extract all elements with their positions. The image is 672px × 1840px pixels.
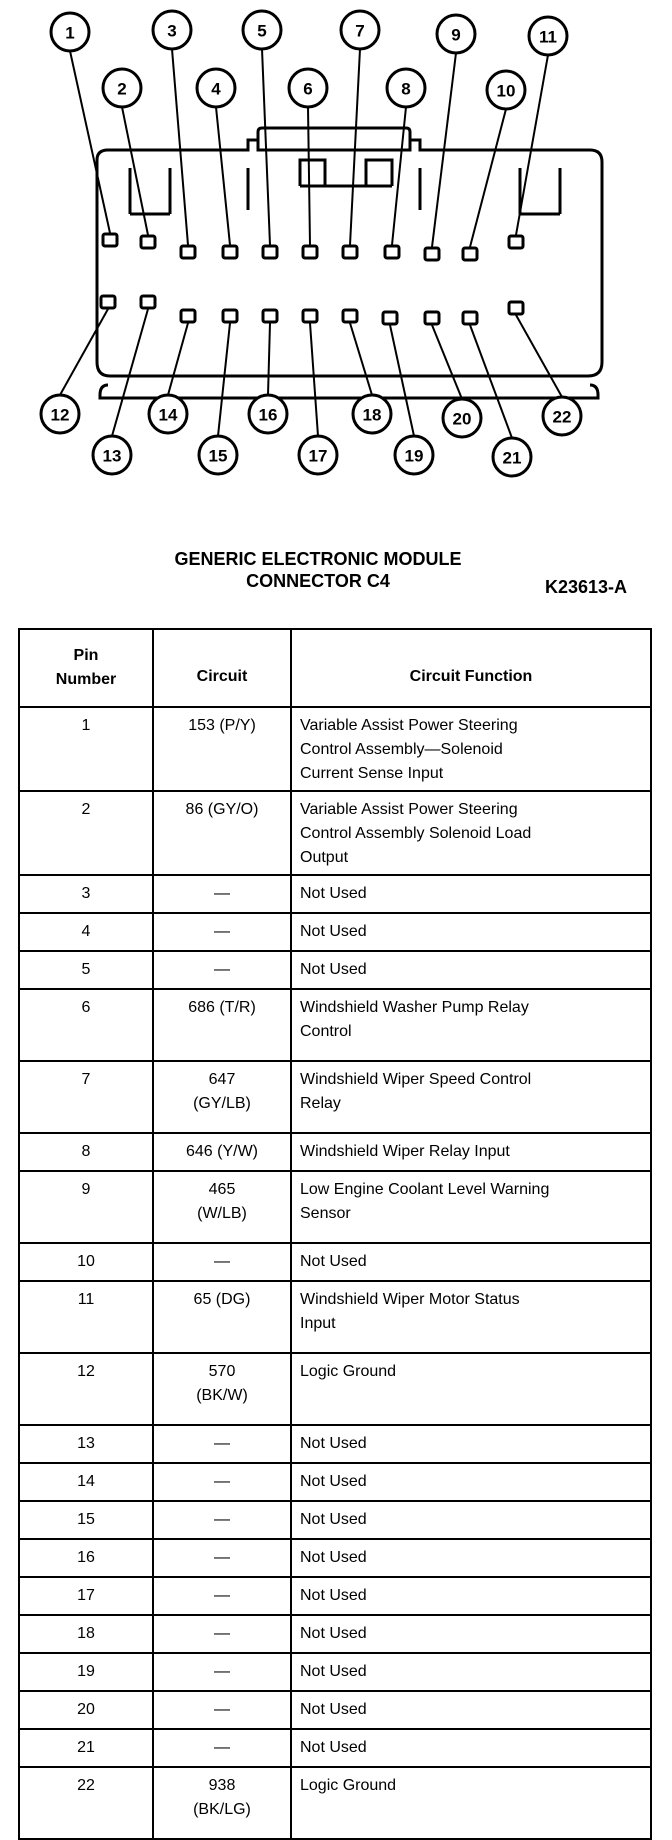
pin-table-body (19, 707, 651, 1839)
circuit-function-line: Input (300, 1315, 336, 1332)
pin-number-cell: 16 (19, 1539, 153, 1577)
leader-line-12 (60, 309, 108, 395)
callout-label: 21 (502, 448, 522, 468)
table-row (19, 707, 651, 791)
pin-callout-10 (487, 71, 525, 109)
circuit-cell (153, 1171, 291, 1243)
circuit-line: — (214, 885, 230, 902)
leader-line-10 (470, 109, 506, 247)
callout-label: 12 (50, 405, 70, 425)
pin-cavity-20 (425, 312, 439, 324)
table-row (19, 1729, 651, 1767)
leader-line-22 (516, 315, 562, 397)
pin-callout-21 (493, 438, 531, 476)
circuit-line: 646 (Y/W) (185, 1143, 258, 1160)
circuit-function-cell (291, 1463, 651, 1501)
pin-cavity-19 (383, 312, 397, 324)
pin-callout-9 (437, 15, 475, 53)
circuit-line: (BK/W) (196, 1387, 248, 1404)
circuit-function-line: Not Used (300, 923, 367, 940)
circuit-cell (153, 1463, 291, 1501)
callout-label: 19 (404, 446, 424, 466)
callout-label: 20 (452, 409, 472, 429)
circuit-cell (153, 1539, 291, 1577)
pin-callout-15 (199, 436, 237, 474)
callout-label: 9 (451, 25, 461, 45)
callout-label: 4 (211, 79, 221, 99)
circuit-line: — (214, 923, 230, 940)
pin-callout-22 (543, 397, 581, 435)
pin-callout-3 (153, 11, 191, 49)
pin-cavity-1 (103, 234, 117, 246)
circuit-cell (153, 1767, 291, 1839)
pin-callout-19 (395, 436, 433, 474)
pin-callout-5 (243, 11, 281, 49)
circuit-function-line: Logic Ground (300, 1363, 397, 1380)
header-pin-line1: Pin (73, 647, 99, 664)
circuit-cell (153, 1061, 291, 1133)
callout-label: 17 (308, 446, 328, 466)
table-row (19, 1353, 651, 1425)
leader-line-19 (390, 325, 414, 436)
pin-callout-1 (51, 13, 89, 51)
leader-line-15 (218, 323, 230, 436)
circuit-cell (153, 1577, 291, 1615)
circuit-function-cell (291, 875, 651, 913)
circuit-function-cell (291, 791, 651, 875)
circuit-cell (153, 1653, 291, 1691)
circuit-function-cell (291, 1133, 651, 1171)
pin-callout-8 (387, 69, 425, 107)
callout-label: 16 (258, 405, 278, 425)
pin-number-cell: 3 (19, 875, 153, 913)
circuit-function-line: Control Assembly Solenoid Load (300, 825, 532, 842)
pin-number-cell: 15 (19, 1501, 153, 1539)
circuit-cell (153, 1133, 291, 1171)
circuit-line: — (214, 1549, 230, 1566)
circuit-function-line: Windshield Washer Pump Relay (300, 999, 529, 1016)
circuit-line: 686 (T/R) (188, 999, 256, 1016)
circuit-function-line: Not Used (300, 1253, 367, 1270)
pin-cavity-18 (343, 310, 357, 322)
pin-cavity-13 (141, 296, 155, 308)
circuit-cell (153, 1691, 291, 1729)
pin-number-cell: 19 (19, 1653, 153, 1691)
pin-number-cell: 20 (19, 1691, 153, 1729)
callout-label: 6 (303, 79, 313, 99)
circuit-function-cell (291, 1281, 651, 1353)
callout-label: 8 (401, 79, 411, 99)
circuit-function-line: Variable Assist Power Steering (300, 717, 518, 734)
circuit-function-cell (291, 1353, 651, 1425)
callout-label: 7 (355, 21, 365, 41)
table-row (19, 1615, 651, 1653)
callout-label: 2 (117, 79, 127, 99)
table-row (19, 1653, 651, 1691)
pin-cavities (101, 234, 523, 324)
leader-line-18 (350, 323, 372, 395)
table-row (19, 875, 651, 913)
table-header-row (19, 629, 651, 707)
callout-label: 18 (362, 405, 382, 425)
table-row (19, 1425, 651, 1463)
pin-cavity-2 (141, 236, 155, 248)
pin-cavity-22 (509, 302, 523, 314)
callout-label: 5 (257, 21, 267, 41)
callout-label: 13 (102, 446, 122, 466)
callout-label: 3 (167, 21, 177, 41)
pin-cavity-5 (263, 246, 277, 258)
leader-line-7 (350, 49, 360, 245)
pin-number-cell: 17 (19, 1577, 153, 1615)
pin-number-cell: 5 (19, 951, 153, 989)
header-pin-line2: Number (55, 671, 117, 688)
circuit-line: 465 (208, 1181, 236, 1198)
circuit-function-line: Windshield Wiper Speed Control (300, 1071, 532, 1088)
circuit-function-cell (291, 989, 651, 1061)
circuit-line: — (214, 1473, 230, 1490)
pin-cavity-7 (343, 246, 357, 258)
circuit-function-line: Not Used (300, 1739, 367, 1756)
table-row (19, 1501, 651, 1539)
table-row (19, 1691, 651, 1729)
pin-table (18, 628, 652, 1840)
circuit-line: — (214, 961, 230, 978)
pin-cavity-14 (181, 310, 195, 322)
circuit-function-line: Not Used (300, 885, 367, 902)
circuit-function-line: Output (300, 849, 349, 866)
caption-line-1: GENERIC ELECTRONIC MODULE (174, 549, 462, 569)
pin-callout-20 (443, 399, 481, 437)
circuit-line: 938 (208, 1777, 236, 1794)
circuit-line: — (214, 1435, 230, 1452)
circuit-line: 153 (P/Y) (188, 717, 256, 734)
pin-number-cell: 18 (19, 1615, 153, 1653)
table-row (19, 791, 651, 875)
pin-callout-17 (299, 436, 337, 474)
table-row (19, 1061, 651, 1133)
circuit-line: — (214, 1511, 230, 1528)
header-pin-number (19, 629, 153, 707)
connector-drawing (0, 0, 672, 610)
callout-label: 15 (208, 446, 228, 466)
circuit-function-line: Low Engine Coolant Level Warning (300, 1181, 550, 1198)
circuit-line: (BK/LG) (193, 1801, 251, 1818)
circuit-function-line: Not Used (300, 1587, 367, 1604)
circuit-function-cell (291, 1767, 651, 1839)
pin-cavity-3 (181, 246, 195, 258)
circuit-cell (153, 951, 291, 989)
circuit-function-cell (291, 1061, 651, 1133)
figure-id: K23613-A (545, 577, 628, 597)
pin-cavity-8 (385, 246, 399, 258)
circuit-line: 570 (208, 1363, 236, 1380)
circuit-function-line: Control (300, 1023, 352, 1040)
circuit-function-line: Not Used (300, 961, 367, 978)
pin-cavity-21 (463, 312, 477, 324)
circuit-function-line: Not Used (300, 1549, 367, 1566)
pin-number-cell: 22 (19, 1767, 153, 1839)
pin-number-cell: 21 (19, 1729, 153, 1767)
pin-number-cell: 4 (19, 913, 153, 951)
circuit-line: 65 (DG) (193, 1291, 251, 1308)
circuit-function-cell (291, 1243, 651, 1281)
table-row (19, 1539, 651, 1577)
pin-number-cell: 10 (19, 1243, 153, 1281)
circuit-cell (153, 1281, 291, 1353)
connector-diagram (0, 0, 672, 610)
circuit-function-cell (291, 1577, 651, 1615)
table-row (19, 1577, 651, 1615)
circuit-function-cell (291, 707, 651, 791)
circuit-function-cell (291, 913, 651, 951)
table-row (19, 1133, 651, 1171)
circuit-line: 647 (208, 1071, 236, 1088)
leader-line-20 (432, 325, 462, 399)
callout-label: 11 (539, 27, 557, 47)
circuit-cell (153, 1615, 291, 1653)
circuit-function-cell (291, 1615, 651, 1653)
circuit-cell (153, 1353, 291, 1425)
pin-callout-13 (93, 436, 131, 474)
table-row (19, 1463, 651, 1501)
pin-cavity-17 (303, 310, 317, 322)
pin-number-cell: 11 (19, 1281, 153, 1353)
circuit-function-line: Not Used (300, 1435, 367, 1452)
circuit-line: — (214, 1739, 230, 1756)
table-row (19, 1767, 651, 1839)
leader-line-2 (122, 107, 148, 235)
leader-line-14 (168, 323, 188, 395)
table-row (19, 1243, 651, 1281)
pin-callout-18 (353, 395, 391, 433)
pin-number-cell: 14 (19, 1463, 153, 1501)
leader-line-13 (112, 309, 148, 436)
circuit-function-cell (291, 1729, 651, 1767)
circuit-function-cell (291, 1691, 651, 1729)
circuit-line: 86 (GY/O) (185, 801, 259, 818)
circuit-function-line: Not Used (300, 1701, 367, 1718)
circuit-line: (W/LB) (197, 1205, 247, 1222)
circuit-function-cell (291, 1171, 651, 1243)
circuit-function-line: Variable Assist Power Steering (300, 801, 518, 818)
pin-number-cell: 7 (19, 1061, 153, 1133)
circuit-function-line: Not Used (300, 1473, 367, 1490)
table-row (19, 1281, 651, 1353)
table-row (19, 913, 651, 951)
leader-line-3 (172, 49, 188, 245)
header-circuit-function: Circuit Function (291, 629, 651, 707)
pin-callout-6 (289, 69, 327, 107)
circuit-function-line: Windshield Wiper Motor Status (300, 1291, 520, 1308)
pin-number-cell: 9 (19, 1171, 153, 1243)
leader-line-17 (310, 323, 318, 436)
pin-number-cell: 6 (19, 989, 153, 1061)
circuit-function-line: Relay (300, 1095, 341, 1112)
circuit-function-cell (291, 1653, 651, 1691)
pin-callout-16 (249, 395, 287, 433)
pin-cavity-6 (303, 246, 317, 258)
pin-number-cell: 12 (19, 1353, 153, 1425)
circuit-function-line: Not Used (300, 1625, 367, 1642)
pin-cavity-9 (425, 248, 439, 260)
circuit-function-line: Not Used (300, 1663, 367, 1680)
leader-line-5 (262, 49, 270, 245)
pin-number-cell: 1 (19, 707, 153, 791)
circuit-function-line: Control Assembly—Solenoid (300, 741, 503, 758)
circuit-line: — (214, 1587, 230, 1604)
pin-number-cell: 13 (19, 1425, 153, 1463)
pin-cavity-4 (223, 246, 237, 258)
callout-label: 1 (65, 23, 75, 43)
pin-callout-2 (103, 69, 141, 107)
circuit-cell (153, 1501, 291, 1539)
circuit-function-line: Sensor (300, 1205, 351, 1222)
circuit-function-line: Windshield Wiper Relay Input (300, 1143, 510, 1160)
circuit-line: (GY/LB) (193, 1095, 251, 1112)
table-row (19, 989, 651, 1061)
leader-line-4 (216, 107, 230, 245)
table-row (19, 951, 651, 989)
circuit-function-line: Logic Ground (300, 1777, 397, 1794)
circuit-cell (153, 1425, 291, 1463)
circuit-cell (153, 791, 291, 875)
pin-cavity-16 (263, 310, 277, 322)
callout-label: 10 (496, 81, 516, 101)
pin-cavity-15 (223, 310, 237, 322)
leader-line-16 (268, 323, 270, 395)
circuit-line: — (214, 1625, 230, 1642)
pin-cavity-11 (509, 236, 523, 248)
circuit-function-cell (291, 1501, 651, 1539)
pin-number-cell: 2 (19, 791, 153, 875)
circuit-function-cell (291, 951, 651, 989)
circuit-line: — (214, 1253, 230, 1270)
pin-callout-12 (41, 395, 79, 433)
circuit-line: — (214, 1701, 230, 1718)
pin-cavity-10 (463, 248, 477, 260)
pin-cavity-12 (101, 296, 115, 308)
pin-callout-14 (149, 395, 187, 433)
caption-line-2: CONNECTOR C4 (246, 571, 390, 591)
circuit-cell (153, 1729, 291, 1767)
circuit-cell (153, 875, 291, 913)
circuit-cell (153, 989, 291, 1061)
header-circuit: Circuit (153, 629, 291, 707)
pin-callout-11 (529, 17, 567, 55)
pin-callout-4 (197, 69, 235, 107)
circuit-function-line: Not Used (300, 1511, 367, 1528)
circuit-cell (153, 707, 291, 791)
table-row (19, 1171, 651, 1243)
circuit-function-line: Current Sense Input (300, 765, 444, 782)
callout-label: 14 (158, 405, 178, 425)
pin-callout-7 (341, 11, 379, 49)
circuit-line: — (214, 1663, 230, 1680)
connector-housing (97, 128, 602, 398)
circuit-function-cell (291, 1539, 651, 1577)
callout-label: 22 (552, 407, 572, 427)
circuit-cell (153, 913, 291, 951)
circuit-cell (153, 1243, 291, 1281)
pin-number-cell: 8 (19, 1133, 153, 1171)
circuit-function-cell (291, 1425, 651, 1463)
